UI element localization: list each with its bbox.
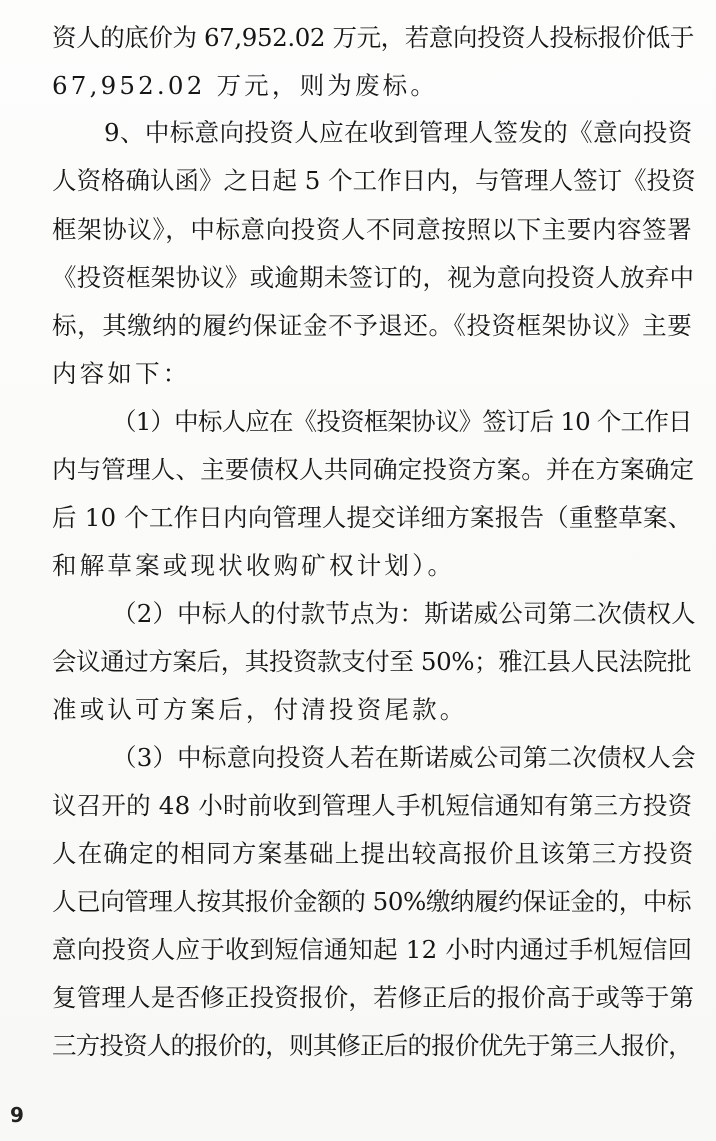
text-line-12: 和解草案或现状收购矿权计划）。 xyxy=(52,551,456,580)
text-line-13: （2）中标人的付款节点为：斯诺威公司第二次债权人 xyxy=(112,599,696,628)
text-line-4: 人资格确认函》之日起 5 个工作日内，与管理人签订《投资 xyxy=(52,166,696,195)
text-line-16: （3）中标意向投资人若在斯诺威公司第二次债权人会 xyxy=(112,743,696,772)
text-line-19: 人已向管理人按其报价金额的 50%缴纳履约保证金的，中标 xyxy=(52,887,692,916)
text-line-3: 9、中标意向投资人应在收到管理人签发的《意向投资 xyxy=(104,118,693,147)
text-line-17: 议召开的 48 小时前收到管理人手机短信通知有第三方投资 xyxy=(52,791,693,820)
text-line-11: 后 10 个工作日内向管理人提交详细方案报告（重整草案、 xyxy=(52,503,693,532)
text-line-15: 准或认可方案后，付清投资尾款。 xyxy=(52,695,468,724)
text-line-1: 资人的底价为 67,952.02 万元，若意向投资人投标报价低于 xyxy=(52,23,694,52)
text-line-21: 复管理人是否修正投资报价，若修正后的报价高于或等于第 xyxy=(52,983,695,1012)
text-line-7: 标，其缴纳的履约保证金不予退还。《投资框架协议》主要 xyxy=(52,311,693,340)
text-line-22: 三方投资人的报价的，则其修正后的报价优先于第三人报价， xyxy=(52,1031,692,1060)
text-line-14: 会议通过方案后，其投资款支付至 50%；雅江县人民法院批 xyxy=(52,647,692,676)
text-line-2: 67,952.02 万元，则为废标。 xyxy=(52,71,439,100)
page-number: 9 xyxy=(10,1103,24,1127)
text-line-18: 人在确定的相同方案基础上提出较高报价且该第三方投资 xyxy=(52,839,695,868)
text-line-8: 内容如下： xyxy=(52,359,191,388)
text-line-9: （1）中标人应在《投资框架协议》签订后 10 个工作日 xyxy=(112,407,692,436)
text-line-6: 《投资框架协议》或逾期未签订的，视为意向投资人放弃中 xyxy=(52,263,695,292)
text-line-20: 意向投资人应于收到短信通知起 12 小时内通过手机短信回 xyxy=(52,935,693,964)
text-line-5: 框架协议》，中标意向投资人不同意按照以下主要内容签署 xyxy=(52,215,693,244)
text-line-10: 内与管理人、主要债权人共同确定投资方案。并在方案确定 xyxy=(52,455,695,484)
